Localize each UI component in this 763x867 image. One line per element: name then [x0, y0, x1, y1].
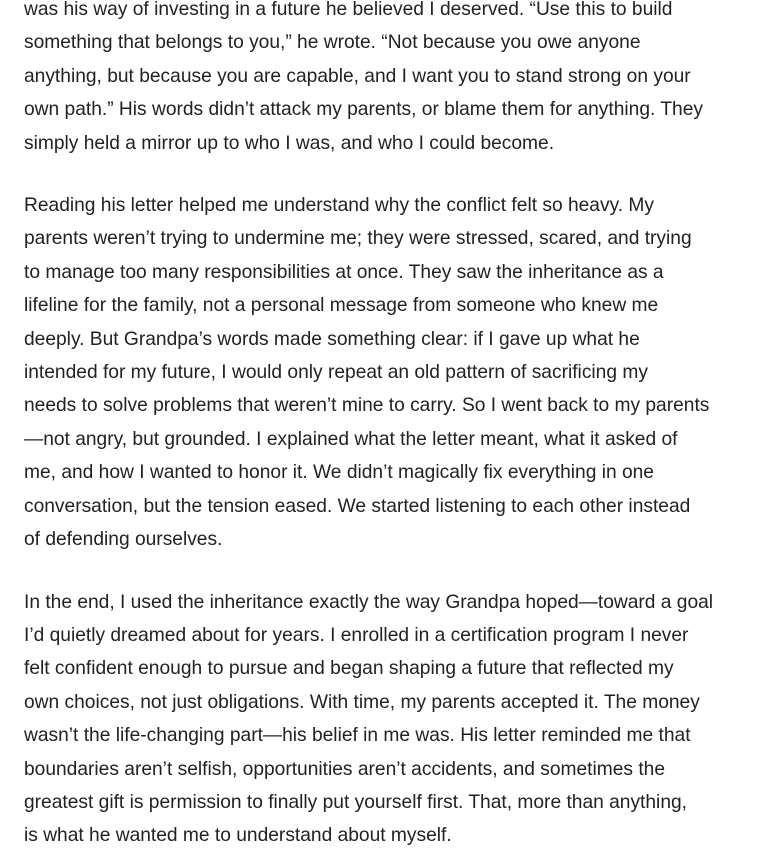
text-line: deeply. But Grandpa’s words made something clear: if I gave up what he [24, 328, 640, 350]
text-line: conversation, but the tension eased. We started listening to each other instead [24, 495, 691, 517]
text-line: greatest gift is permission to finally put yourself first. That, more than anything, [24, 791, 687, 813]
text-line: anything, but because you are capable, and I want you to stand strong on your [24, 65, 691, 87]
paragraph-conclusion [24, 586, 760, 853]
text-line: intended for my future, I would only repeat an old pattern of sacrificing my [24, 362, 648, 384]
text-line: own choices, not just obligations. With time, my parents accepted it. The money [24, 691, 700, 713]
text-line: boundaries aren’t selfish, opportunities aren’t accidents, and sometimes the [24, 758, 666, 780]
article-body [24, 0, 760, 853]
text-line: wasn’t the life-changing part—his belief in me was. His letter reminded me that [24, 725, 691, 747]
text-line: —not angry, but grounded. I explained what the letter meant, what it asked of [24, 428, 678, 450]
text-line: to manage too many responsibilities at once. They saw the inheritance as a [24, 261, 664, 283]
text-line: something that belongs to you,” he wrote. “Not because you owe anyone [24, 32, 641, 54]
text-line: was his way of investing in a future he believed I deserved. “Use this to build [24, 0, 673, 20]
text-line: needs to solve problems that weren’t mine to carry. So I went back to my parents [24, 395, 710, 417]
text-line: simply held a mirror up to who I was, and who I could become. [24, 132, 555, 154]
text-line: I’d quietly dreamed about for years. I enrolled in a certification program I never [24, 624, 689, 646]
text-line: me, and how I wanted to honor it. We didn’t magically fix everything in one [24, 462, 654, 484]
text-line: lifeline for the family, not a personal message from someone who knew me [24, 295, 659, 317]
text-line: In the end, I used the inheritance exactly the way Grandpa hoped—toward a goal [24, 591, 714, 613]
paragraph-reading-letter [24, 189, 760, 556]
text-line: Reading his letter helped me understand why the conflict felt so heavy. My [24, 195, 654, 217]
text-line: own path.” His words didn’t attack my parents, or blame them for anything. They [24, 99, 703, 121]
text-line: is what he wanted me to understand about myself. [24, 825, 452, 847]
text-line: parents weren’t trying to undermine me; they were stressed, scared, and trying [24, 228, 692, 250]
text-line: of defending ourselves. [24, 529, 223, 551]
text-line: felt confident enough to pursue and began shaping a future that reflected my [24, 658, 674, 680]
paragraph-letter-quote [24, 0, 760, 160]
